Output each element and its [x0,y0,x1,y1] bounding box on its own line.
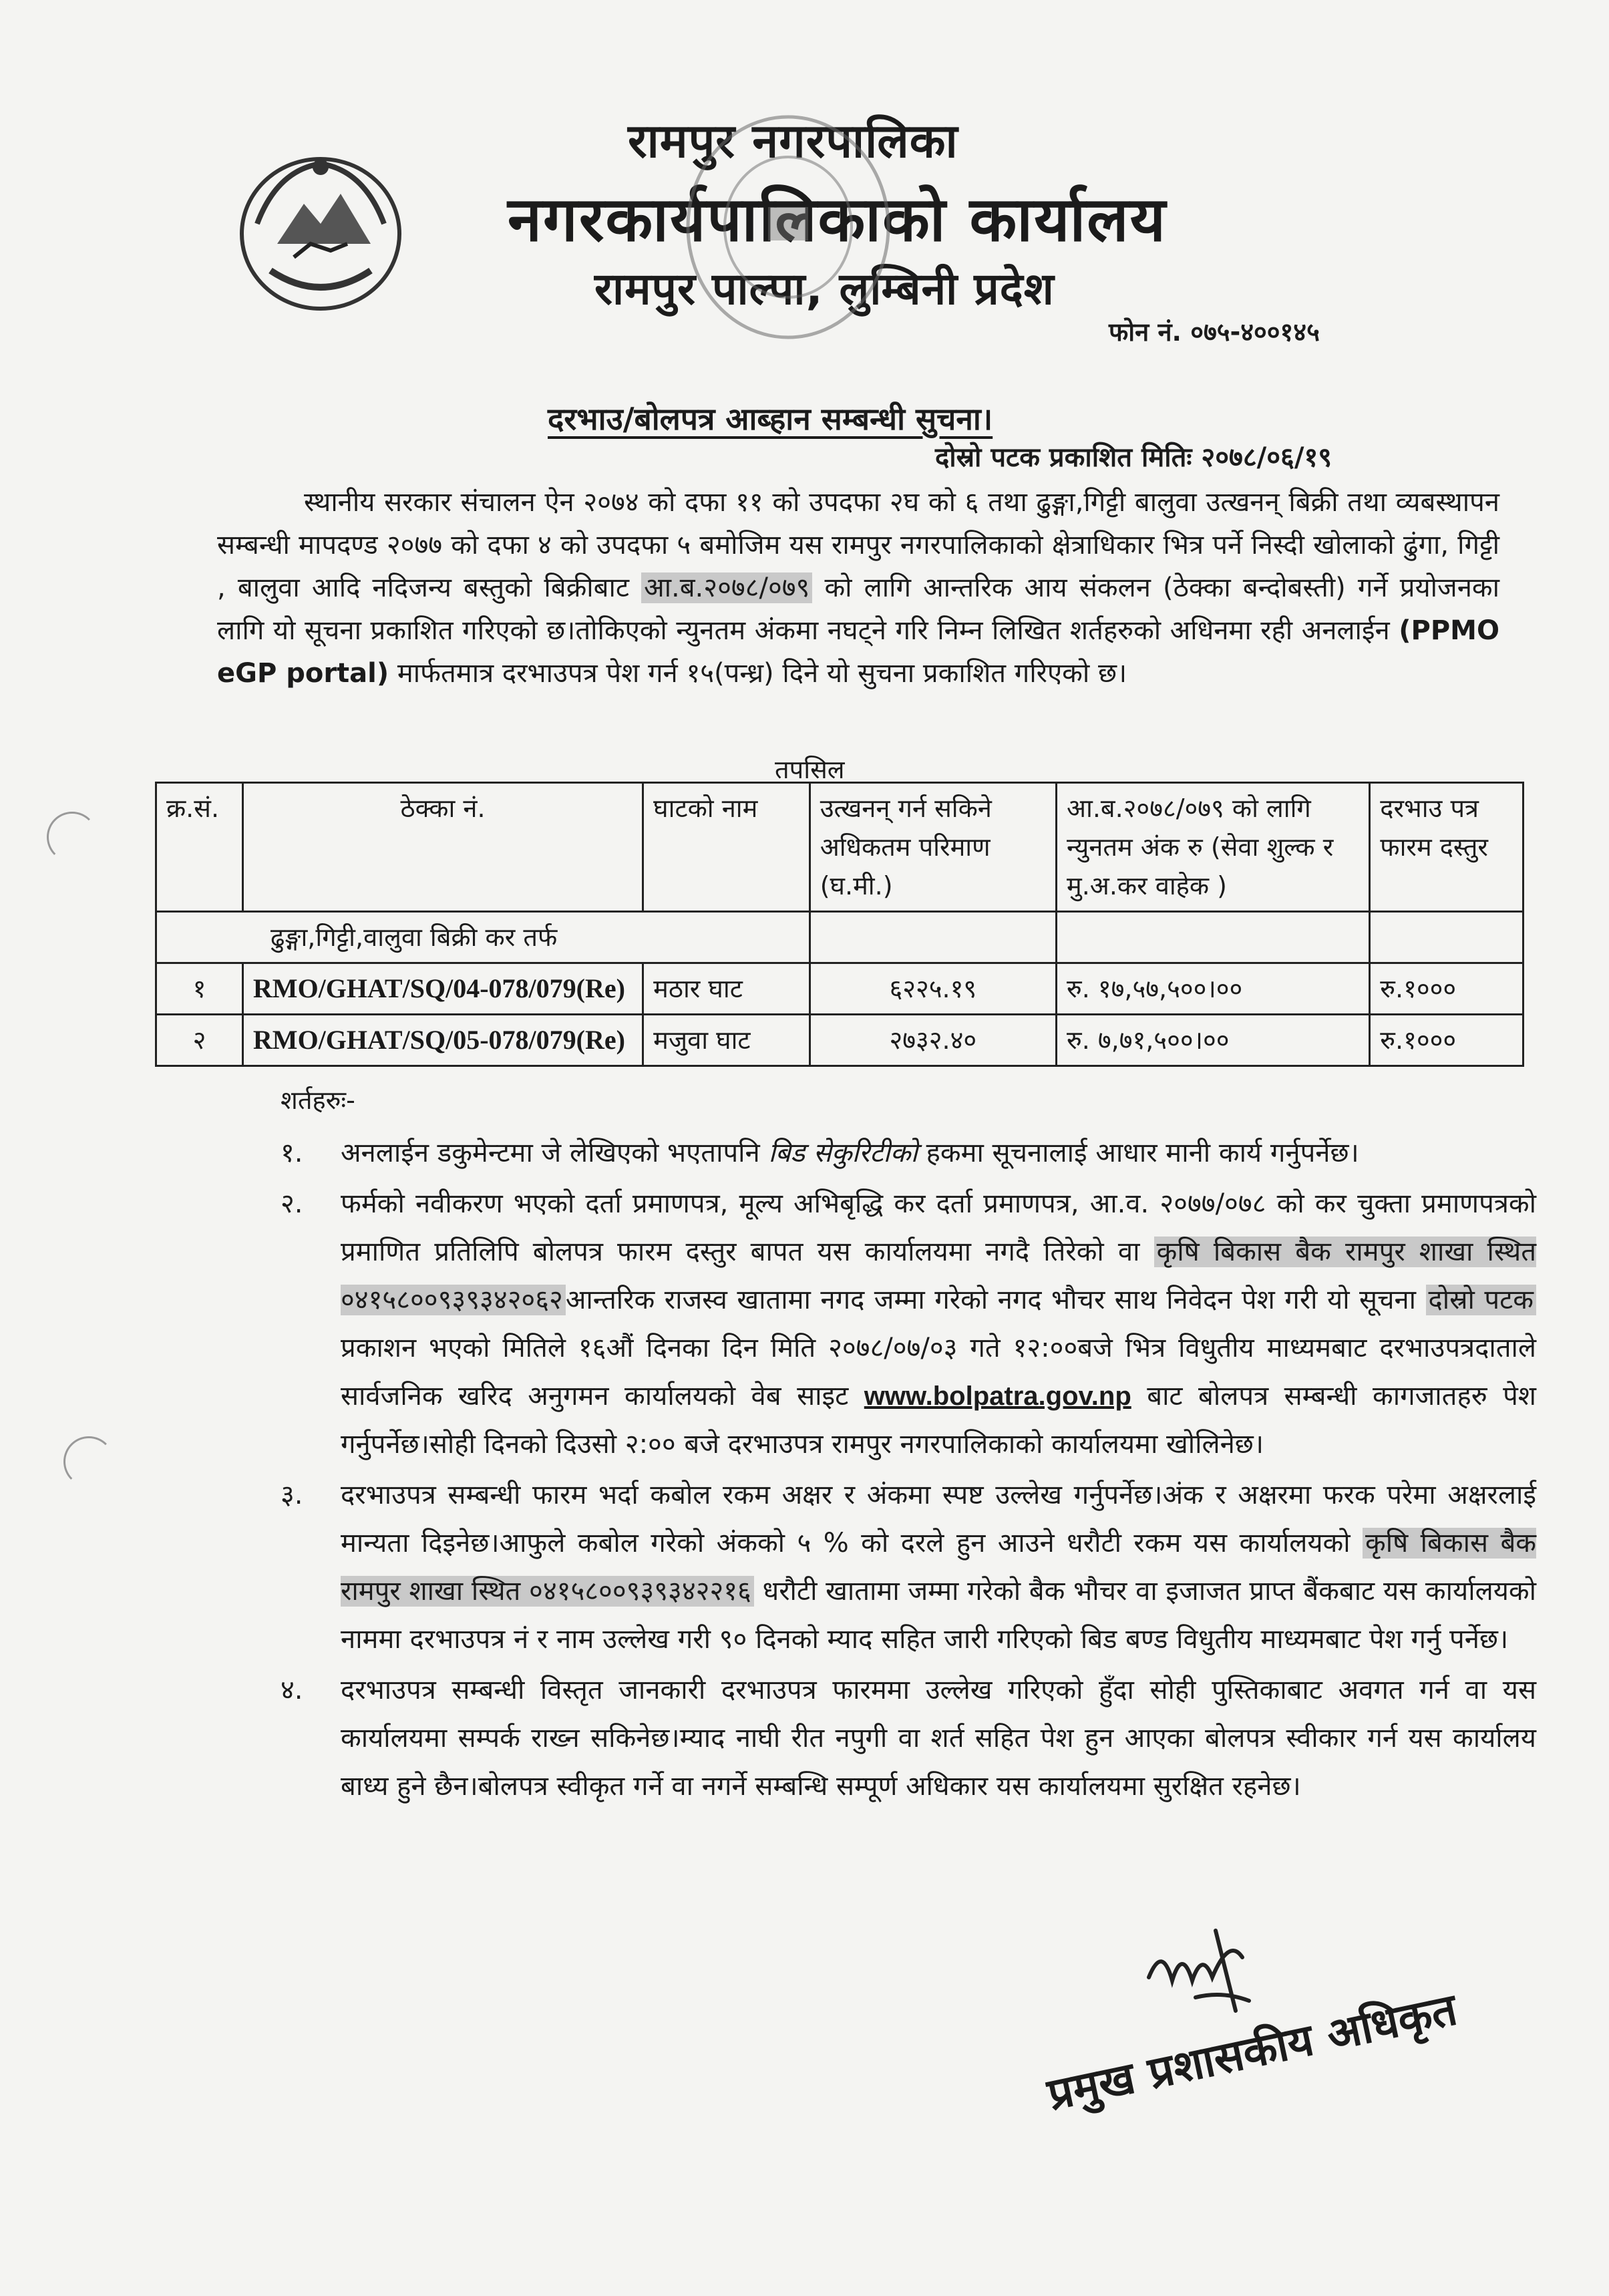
body-text-1: स्थानीय सरकार संचालन ऐन २०७४ को दफा ११ को उपदफा २घ को ६ तथा ढुङ्गा,गिट्टी बालुवा उत्खनन् बिक्री तथा व्यबस्थापन सम्बन्धी मापदण्ड २०७७ को दफा ४ को उपदफा ५ बमोजिम यस रामपुर नगरपालिकाको क्षेत्राधिकार भित्र पर्ने निस्दी खोलाको ढुंगा, गिट्टी , बालुवा आदि नदिजन्य बस्तुको बिक्रीबाट [217,487,1499,603]
empty-cell [1056,912,1369,963]
cell-contract: RMO/GHAT/SQ/05-078/079(Re) [242,1015,643,1066]
col-header-sn: क्र.सं. [156,783,243,912]
term-text: आन्तरिक राजस्व खातामा नगद जम्मा गरेको नगद भौचर साथ निवेदन पेश गरी यो सूचना [565,1285,1426,1315]
term-number: ४. [281,1675,303,1705]
portal-name: (PPMO eGP portal) [217,615,1499,689]
notice-body [217,481,1499,695]
term-number: २. [281,1188,303,1219]
cell-minimum: रु. १७,५७,५००।०० [1056,963,1369,1015]
col-header-minimum: आ.ब.२०७८/०७९ को लागि न्युनतम अंक रु (सेवा शुल्क र मु.अ.कर वाहेक ) [1056,783,1369,912]
org-name: रामपुर नगरपालिका [628,114,958,168]
punch-hole [63,1436,114,1487]
cell-sn: २ [156,1015,243,1066]
term-text: दरभाउपत्र सम्बन्धी फारम भर्दा कबोल रकम अक्षर र अंकमा स्पष्ट उल्लेख गर्नुपर्नेछ।अंक र अक्षरमा फरक परेमा अक्षरलाई मान्यता दिइनेछ।आफुले कबोल गरेको अंकको ५ % को दरले हुन आउने धरौटी रकम यस कार्यालयको [341,1480,1536,1559]
cell-sn: १ [156,963,243,1015]
term-text: फर्मको नवीकरण भएको दर्ता प्रमाणपत्र, मूल्य अभिबृद्धि कर दर्ता प्रमाणपत्र, आ.व. २०७७/०७८ को कर चुक्ता प्रमाणपत्रको प्रमाणित प्रतिलिपि बोलपत्र फारम दस्तुर बापत यस कार्यालयमा नगदै तिरेको वा [341,1188,1536,1267]
nepal-emblem-icon [230,144,411,317]
term-4 [281,1666,1536,1810]
table-section-row [156,912,1524,963]
term-1 [281,1129,1536,1177]
term-text: दरभाउपत्र सम्बन्धी विस्तृत जानकारी दरभाउपत्र फारममा उल्लेख गरिएको हुँदा सोही पुस्तिकाबाट अवगत गर्न वा यस कार्यालयमा सम्पर्क राख्न सकिनेछ।म्याद नाघी रीत नपुगी वा शर्त सहित पेश हुन आएका बोलपत्र स्वीकार गर्न यस कार्यालय बाध्य हुने छैन।बोलपत्र स्वीकृत गर्ने वा नगर्ने सम्बन्धि सम्पूर्ण अधिकार यस कार्यालयमा सुरक्षित रहनेछ। [341,1675,1536,1802]
body-text-2: को लागि आन्तरिक आय संकलन (ठेक्का बन्दोबस्ती) गर्ने प्रयोजनका लागि यो सूचना प्रकाशित गरिएको छ।तोकिएको न्युनतम अंकमा नघट्ने गरि निम्न लिखित शर्तहरुको अधिनमा रही अनलाईन [217,572,1499,646]
col-header-ghat: घाटको नाम [643,783,810,912]
col-header-fee: दरभाउ पत्र फारम दस्तुर [1370,783,1524,912]
cell-ghat: मजुवा घाट [643,1015,810,1066]
table-header-row [156,783,1524,912]
empty-cell [810,912,1056,963]
table-row [156,1015,1524,1066]
publication-date: दोस्रो पटक प्रकाशित मितिः २०७८/०६/१९ [935,442,1332,473]
bolpatra-link[interactable]: www.bolpatra.gov.np [864,1381,1131,1411]
signatory-designation: प्रमुख प्रशासकीय अधिकृत [1043,1983,1461,2121]
term-emphasis: बिड सेकुरिटीको [768,1138,918,1168]
terms-list [281,1129,1536,1813]
term-number: १. [281,1138,303,1168]
office-address: रामपुर पाल्पा, लुम्बिनी प्रदेश [594,263,1055,315]
col-header-contract: ठेक्का नं. [242,783,643,912]
cell-minimum: रु. ७,७१,५००।०० [1056,1015,1369,1066]
notice-title: दरभाउ/बोलपत्र आब्हान सम्बन्धी सुचना। [548,401,993,437]
contract-table [155,782,1524,1067]
signature-mark [1135,1917,1269,2031]
fiscal-year-highlight: आ.ब.२०७८/०७९ [641,572,812,603]
table-caption: तपसिल [775,755,845,784]
term-2 [281,1180,1536,1468]
cell-quantity: ६२२५.१९ [810,963,1056,1015]
section-label: ढुङ्गा,गिट्टी,वालुवा बिक्री कर तर्फ [156,912,810,963]
phone-number: फोन नं. ०७५-४००१४५ [1109,317,1320,347]
term-text: धरौटी खातामा जम्मा गरेको बैक भौचर वा इजाजत प्राप्त बैंकबाट यस कार्यालयको नाममा दरभाउपत्र नं र नाम उल्लेख गरी ९० दिनको म्याद सहित जारी गरिएको बिड बण्ड विधुतीय माध्यमबाट पेश गर्नु पर्नेछ। [341,1576,1536,1655]
office-seal-stamp [675,107,902,347]
term-text: प्रकाशन भएको मितिले १६औं दिनका दिन मिति २०७८/०७/०३ गते १२:००बजे भित्र विधुतीय माध्यमबाट दरभाउपत्रदाताले सार्वजनिक खरिद अनुगमन कार्यालयको वेब साइट [341,1333,1536,1412]
cell-ghat: मठार घाट [643,963,810,1015]
term-number: ३. [281,1480,303,1510]
col-header-quantity: उत्खनन् गर्न सकिने अधिकतम परिमाण (घ.मी.) [810,783,1056,912]
term-text: बाट बोलपत्र सम्बन्धी कागजातहरु पेश गर्नुपर्नेछ।सोही दिनको दिउसो २:०० बजे दरभाउपत्र रामपुर नगरपालिकाको कार्यालयमा खोलिनेछ। [341,1381,1536,1460]
office-name: नगरकार्यपालिकाको कार्यालय [508,184,1168,255]
cell-contract: RMO/GHAT/SQ/04-078/079(Re) [242,963,643,1015]
term-3 [281,1471,1536,1663]
body-text-3: मार्फतमात्र दरभाउपत्र पेश गर्न १५(पन्ध्र) दिने यो सुचना प्रकाशित गरिएको छ। [389,658,1127,689]
cell-fee: रु.१००० [1370,1015,1524,1066]
cell-fee: रु.१००० [1370,963,1524,1015]
punch-hole [47,812,98,862]
terms-heading: शर्तहरुः- [281,1086,355,1115]
table-row [156,963,1524,1015]
bank-account-highlight: कृषि बिकास बैक रामपुर शाखा स्थित ०४१५८००९३९३४२०६२ [341,1237,1536,1315]
deposit-account-highlight: कृषि बिकास बैक रामपुर शाखा स्थित ०४१५८००९३९३४२२१६ [341,1528,1537,1607]
second-time-highlight: दोस्रो पटक [1426,1285,1536,1315]
cell-quantity: २७३२.४० [810,1015,1056,1066]
empty-cell [1370,912,1524,963]
term-text: अनलाईन डकुमेन्टमा जे लेखिएको भएतापनि [341,1138,769,1168]
term-text: हकमा सूचनालाई आधार मानी कार्य गर्नुपर्नेछ। [917,1138,1359,1168]
